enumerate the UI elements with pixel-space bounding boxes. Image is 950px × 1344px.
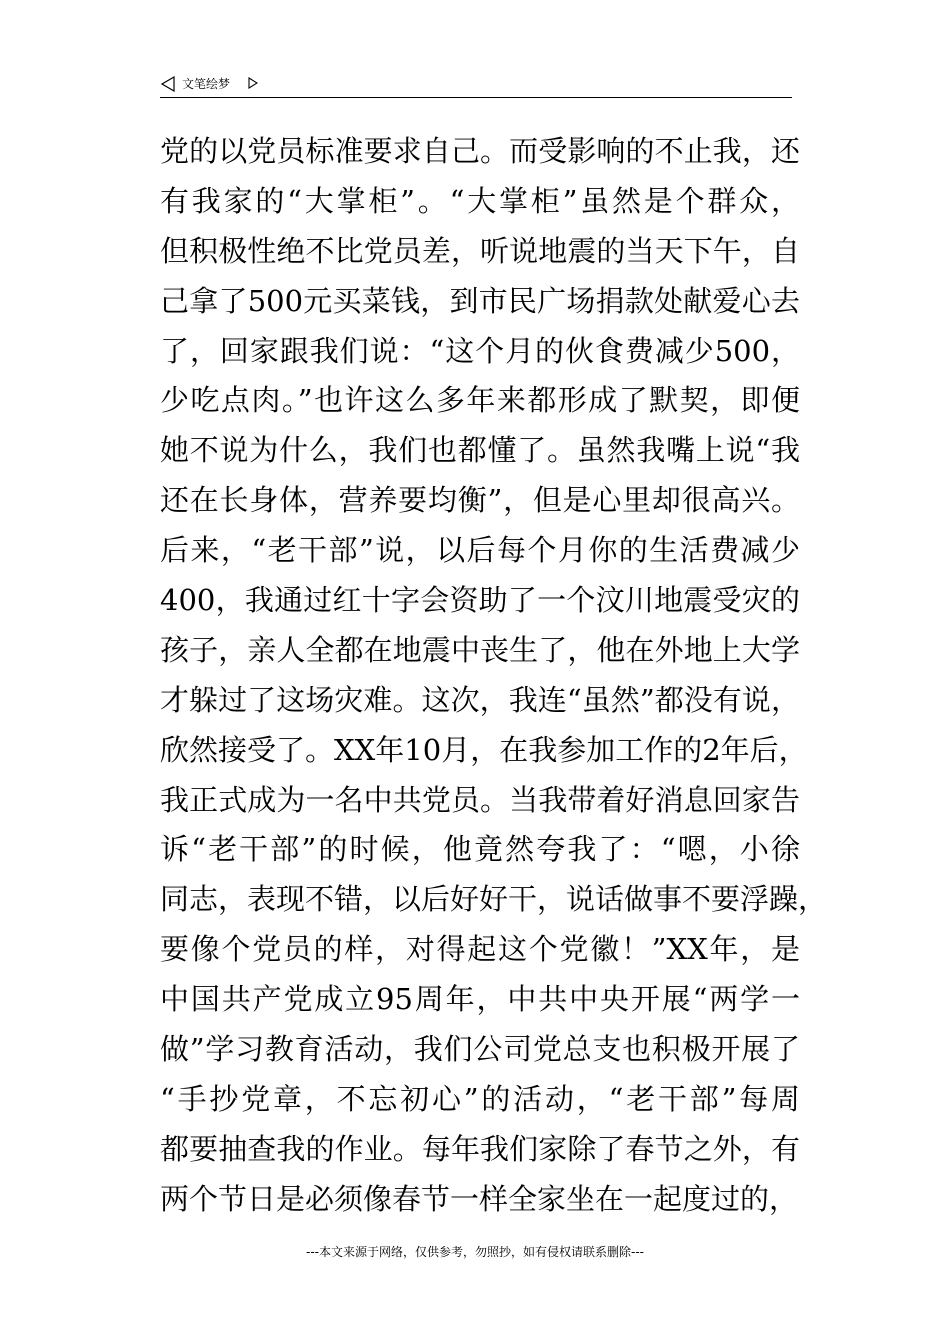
text-line: 后来，“老干部”说，以后每个月你的生活费减少 xyxy=(160,533,800,568)
text-line: 少吃点肉。”也许这么多年来都形成了默契，即便 xyxy=(160,383,800,418)
text-line: 还在长身体，营养要均衡”，但是心里却很高兴。 xyxy=(160,483,800,518)
text-line: 400，我通过红十字会资助了一个汶川地震受灾的 xyxy=(160,583,800,618)
text-line: 党的以党员标准要求自己。而受影响的不止我，还 xyxy=(160,134,800,168)
text-line: “手抄党章，不忘初心”的活动，“老干部”每周 xyxy=(160,1081,800,1116)
triangle-left-icon xyxy=(160,76,176,92)
text-line: 孩子，亲人全都在地震中丧生了，他在外地上大学 xyxy=(160,632,800,667)
text-line: 欣然接受了。XX年10月，在我参加工作的2年后， xyxy=(160,732,808,767)
text-line: 两个节日是必须像春节一样全家坐在一起度过的， xyxy=(160,1181,799,1216)
text-line: 才躲过了这场灾难。这次，我连“虽然”都没有说， xyxy=(160,682,800,717)
page-header xyxy=(160,72,792,98)
text-line: 同志，表现不错，以后好好干，说话做事不要浮躁， xyxy=(160,882,828,917)
header-brand: 文笔绘梦 xyxy=(182,77,231,91)
text-line: 己拿了500元买菜钱，到市民广场捐款处献爱心去 xyxy=(160,283,800,318)
text-line: 诉“老干部”的时候，他竟然夸我了：“嗯，小徐 xyxy=(160,832,800,867)
text-line: 了，回家跟我们说：“这个月的伙食费减少500， xyxy=(160,333,800,368)
document-body xyxy=(160,127,828,1225)
text-line: 中国共产党成立95周年，中共中央开展“两学一 xyxy=(160,982,800,1017)
text-line: 她不说为什么，我们也都懂了。虽然我嘴上说“我 xyxy=(160,433,800,468)
text-line: 要像个党员的样，对得起这个党徽！”XX年，是 xyxy=(160,932,800,967)
text-line: 但积极性绝不比党员差，听说地震的当天下午，自 xyxy=(160,233,800,268)
text-line: 做”学习教育活动，我们公司党总支也积极开展了 xyxy=(160,1032,800,1067)
triangle-right-icon xyxy=(248,77,258,89)
text-line: 我正式成为一名中共党员。当我带着好消息回家告 xyxy=(160,782,800,817)
text-line: 有我家的“大掌柜”。“大掌柜”虽然是个群众， xyxy=(160,183,800,218)
text-line: 都要抽查我的作业。每年我们家除了春节之外，有 xyxy=(160,1131,800,1166)
footer-notice: ---本文来源于网络，仅供参考，勿照抄，如有侵权请联系删除--- xyxy=(306,1245,644,1259)
